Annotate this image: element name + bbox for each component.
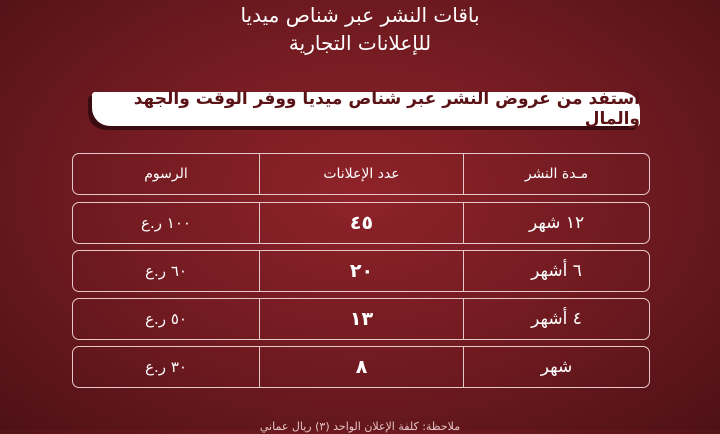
- cell-ad-count: ١٣: [259, 299, 463, 339]
- cell-fee: ١٠٠ ر.ع: [141, 214, 191, 232]
- cell-ad-count: ٨: [259, 347, 463, 387]
- table-row: [72, 346, 650, 388]
- cell-fee: ٦٠ ر.ع: [145, 262, 187, 280]
- table-row: [72, 250, 650, 292]
- promo-banner: استفد من عروض النشر عبر شناص ميديا ووفر الوقت والجهد والمال: [92, 92, 640, 126]
- header-duration: مـدة النشر: [463, 154, 649, 194]
- cell-ad-count: ٢٠: [259, 251, 463, 291]
- cell-fee: ٣٠ ر.ع: [145, 358, 187, 376]
- cell-duration: شهر: [463, 347, 649, 387]
- cell-duration: ٦ أشهر: [463, 251, 649, 291]
- cell-ad-count: ٤٥: [259, 203, 463, 243]
- table-row: [72, 298, 650, 340]
- header-fees: الرسوم: [144, 166, 188, 182]
- page-subtitle: للإعلانات التجارية: [288, 31, 432, 55]
- table-header-row: [72, 153, 650, 195]
- page-title: باقات النشر عبر شناص ميديا: [240, 3, 480, 27]
- header-ad-count: عدد الإعلانات: [259, 154, 463, 194]
- table-row: [72, 202, 650, 244]
- cell-duration: ٤ أشهر: [463, 299, 649, 339]
- cell-fee: ٥٠ ر.ع: [145, 310, 187, 328]
- cell-duration: ١٢ شهر: [463, 203, 649, 243]
- footnote: ملاحظة: كلفة الإعلان الواحد (٣) ريال عماني: [259, 420, 461, 433]
